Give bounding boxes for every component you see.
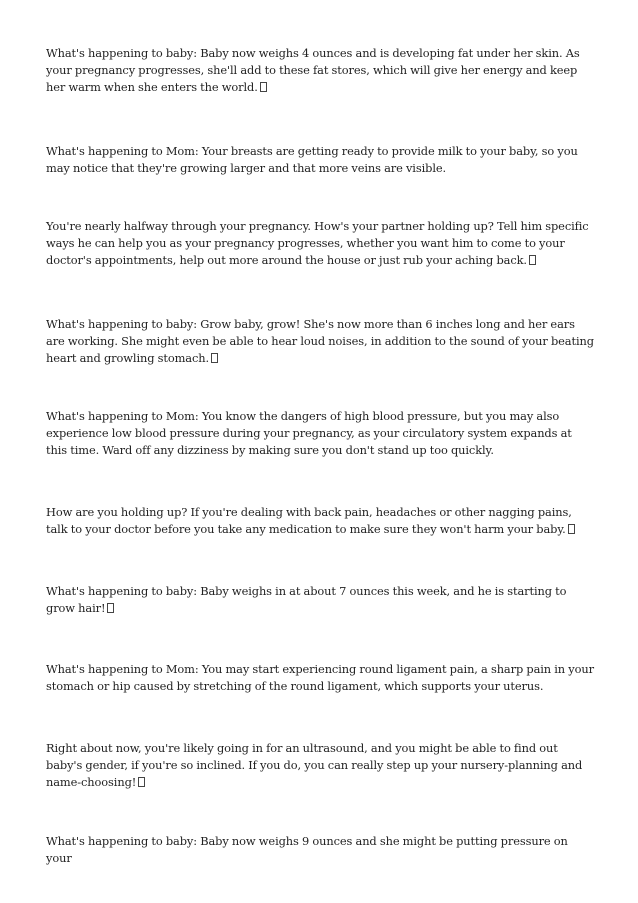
paragraph-text: What's happening to baby: Baby now weighs 9 ounces and she might be putting pressure on your — [46, 834, 568, 865]
paragraph-text: How are you holding up? If you're dealing with back pain, headaches or other nagging pains, talk to your doctor before you take any medication to make sure they won't harm your baby. — [46, 505, 572, 536]
missing-glyph-box — [211, 353, 218, 363]
paragraph-mom-blood-pressure — [46, 408, 594, 459]
paragraph-text: What's happening to baby: Baby now weighs 4 ounces and is developing fat under her skin. As your pregnancy progresses, she'll add to these fat stores, which will give her energy and keep her warm when she enters the world. — [46, 46, 580, 94]
missing-glyph-box — [138, 777, 145, 787]
paragraph-text: What's happening to baby: Baby weighs in at about 7 ounces this week, and he is starting to grow hair! — [46, 584, 567, 615]
paragraph-text: What's happening to Mom: You know the dangers of high blood pressure, but you may also experience low blood pressure during your pregnancy, as your circulatory system expands at this time. Ward off any dizziness by making sure you don't stand up too quickly. — [46, 409, 572, 457]
paragraph-baby-grow — [46, 316, 594, 367]
paragraph-text: You're nearly halfway through your pregnancy. How's your partner holding up? Tell him specific ways he can help you as your pregnancy progresses, whether you want him to come to your doctor's appointments, help out more around the house or just rub your aching back. — [46, 219, 589, 267]
paragraph-text: What's happening to Mom: Your breasts are getting ready to provide milk to your baby, so you may notice that they're growing larger and that more veins are visible. — [46, 144, 578, 175]
paragraph-holding-up — [46, 504, 594, 538]
missing-glyph-box — [260, 82, 267, 92]
paragraph-text: What's happening to baby: Grow baby, grow! She's now more than 6 inches long and her ears are working. She might even be able to hear loud noises, in addition to the sound of your beating heart and growling stomach. — [46, 317, 594, 365]
paragraph-text: Right about now, you're likely going in for an ultrasound, and you might be able to find out baby's gender, if you're so inclined. If you do, you can really step up your nursery-planning and name-choosing! — [46, 741, 583, 789]
paragraph-baby-7-ounces — [46, 583, 594, 617]
paragraph-partner-halfway — [46, 218, 594, 269]
paragraph-text: What's happening to Mom: You may start experiencing round ligament pain, a sharp pain in your stomach or hip caused by stretching of the round ligament, which supports your uterus. — [46, 662, 594, 693]
paragraph-baby-9-ounces — [46, 833, 594, 867]
paragraph-mom-breasts — [46, 143, 594, 177]
paragraph-mom-ligament — [46, 661, 594, 695]
paragraph-ultrasound — [46, 740, 594, 791]
missing-glyph-box — [568, 524, 575, 534]
missing-glyph-box — [529, 255, 536, 265]
missing-glyph-box — [107, 603, 114, 613]
paragraph-baby-4-ounces — [46, 45, 594, 96]
